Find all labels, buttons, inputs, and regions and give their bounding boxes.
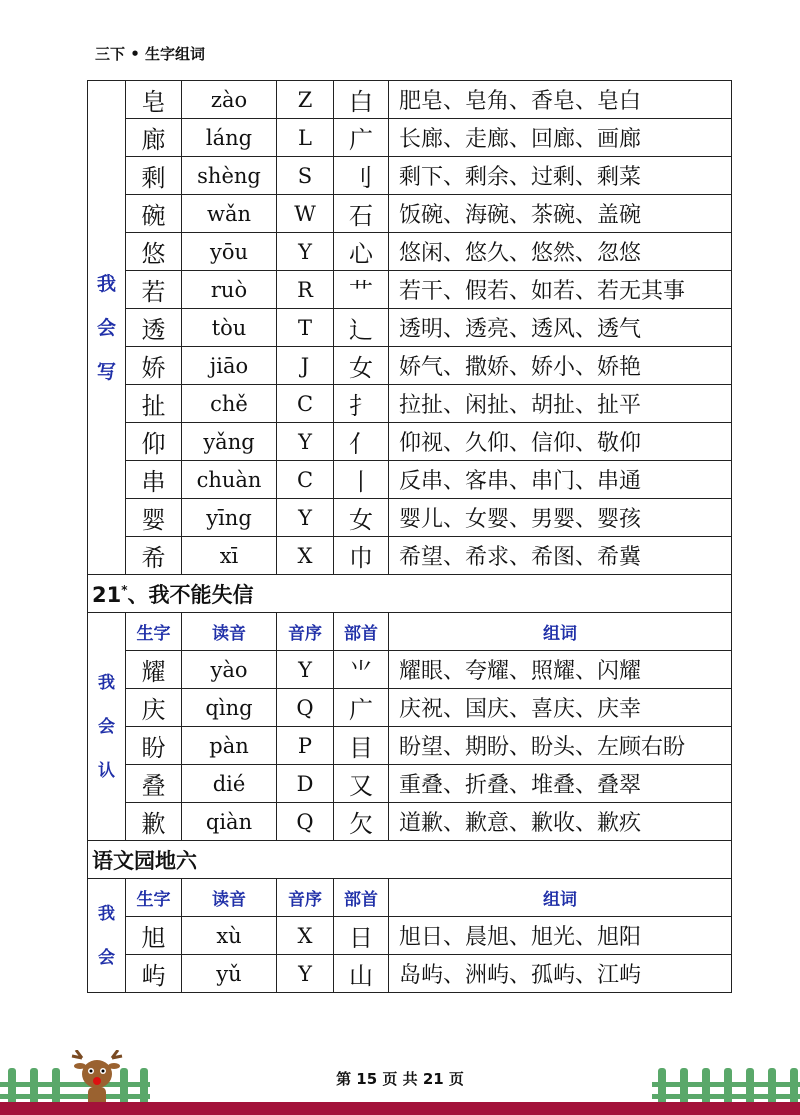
radical-cell: 女	[334, 347, 389, 385]
words-cell: 肥皂、皂角、香皂、皂白	[389, 81, 732, 119]
radical-cell: 广	[334, 119, 389, 157]
char-cell: 旭	[126, 917, 182, 955]
section-title-row	[88, 575, 732, 613]
pinyin-cell: yào	[182, 651, 277, 689]
vocab-table-container	[87, 80, 731, 993]
table-row	[88, 461, 732, 499]
order-cell: R	[277, 271, 334, 309]
pinyin-cell: yǎng	[182, 423, 277, 461]
header-order: 音序	[277, 879, 334, 917]
order-cell: Y	[277, 499, 334, 537]
words-cell: 旭日、晨旭、旭光、旭阳	[389, 917, 732, 955]
words-cell: 耀眼、夸耀、照耀、闪耀	[389, 651, 732, 689]
char-cell: 扯	[126, 385, 182, 423]
table-row	[88, 271, 732, 309]
radical-cell: 日	[334, 917, 389, 955]
table-row	[88, 651, 732, 689]
table-row	[88, 803, 732, 841]
words-cell: 岛屿、洲屿、孤屿、江屿	[389, 955, 732, 993]
order-cell: Y	[277, 423, 334, 461]
table-row	[88, 233, 732, 271]
section-title-row	[88, 841, 732, 879]
words-cell: 道歉、歉意、歉收、歉疚	[389, 803, 732, 841]
words-cell: 悠闲、悠久、悠然、忽悠	[389, 233, 732, 271]
pinyin-cell: dié	[182, 765, 277, 803]
words-cell: 透明、透亮、透风、透气	[389, 309, 732, 347]
table-row	[88, 499, 732, 537]
table-row	[88, 765, 732, 803]
bottom-bar	[0, 1102, 800, 1115]
char-cell: 若	[126, 271, 182, 309]
radical-cell: 亻	[334, 423, 389, 461]
table-row	[88, 955, 732, 993]
header-words: 组词	[389, 879, 732, 917]
char-cell: 串	[126, 461, 182, 499]
header-order: 音序	[277, 613, 334, 651]
table-header-row	[88, 879, 732, 917]
char-cell: 婴	[126, 499, 182, 537]
pinyin-cell: láng	[182, 119, 277, 157]
radical-cell: 又	[334, 765, 389, 803]
section-title-lesson21: 21*、我不能失信	[88, 575, 732, 613]
table-row	[88, 423, 732, 461]
order-cell: Q	[277, 803, 334, 841]
header-words: 组词	[389, 613, 732, 651]
table-row	[88, 385, 732, 423]
side-label-write: 我 会 写	[88, 81, 126, 575]
header-char: 生字	[126, 879, 182, 917]
char-cell: 希	[126, 537, 182, 575]
words-cell: 仰视、久仰、信仰、敬仰	[389, 423, 732, 461]
pinyin-cell: pàn	[182, 727, 277, 765]
table-row	[88, 309, 732, 347]
char-cell: 庆	[126, 689, 182, 727]
words-cell: 重叠、折叠、堆叠、叠翠	[389, 765, 732, 803]
char-cell: 剩	[126, 157, 182, 195]
order-cell: C	[277, 385, 334, 423]
table-row	[88, 119, 732, 157]
header-pinyin: 读音	[182, 613, 277, 651]
table-row	[88, 537, 732, 575]
radical-cell: 刂	[334, 157, 389, 195]
pinyin-cell: xī	[182, 537, 277, 575]
char-cell: 耀	[126, 651, 182, 689]
radical-cell: 广	[334, 689, 389, 727]
radical-cell: 辶	[334, 309, 389, 347]
words-cell: 饭碗、海碗、茶碗、盖碗	[389, 195, 732, 233]
order-cell: X	[277, 537, 334, 575]
char-cell: 碗	[126, 195, 182, 233]
table-row	[88, 347, 732, 385]
char-cell: 透	[126, 309, 182, 347]
order-cell: W	[277, 195, 334, 233]
order-cell: X	[277, 917, 334, 955]
pinyin-cell: yōu	[182, 233, 277, 271]
radical-cell: 白	[334, 81, 389, 119]
table-row	[88, 157, 732, 195]
words-cell: 盼望、期盼、盼头、左顾右盼	[389, 727, 732, 765]
words-cell: 娇气、撒娇、娇小、娇艳	[389, 347, 732, 385]
pinyin-cell: xù	[182, 917, 277, 955]
table-row	[88, 917, 732, 955]
vocab-table	[87, 80, 732, 993]
pinyin-cell: wǎn	[182, 195, 277, 233]
radical-cell: 巾	[334, 537, 389, 575]
table-row	[88, 689, 732, 727]
words-cell: 若干、假若、如若、若无其事	[389, 271, 732, 309]
order-cell: P	[277, 727, 334, 765]
radical-cell: 扌	[334, 385, 389, 423]
char-cell: 叠	[126, 765, 182, 803]
words-cell: 庆祝、国庆、喜庆、庆幸	[389, 689, 732, 727]
order-cell: Q	[277, 689, 334, 727]
page-footer: 第 15 页 共 21 页	[336, 1070, 464, 1088]
radical-cell: 山	[334, 955, 389, 993]
pinyin-cell: yīng	[182, 499, 277, 537]
words-cell: 拉扯、闲扯、胡扯、扯平	[389, 385, 732, 423]
words-cell: 希望、希求、希图、希冀	[389, 537, 732, 575]
pinyin-cell: shèng	[182, 157, 277, 195]
order-cell: S	[277, 157, 334, 195]
radical-cell: 石	[334, 195, 389, 233]
words-cell: 婴儿、女婴、男婴、婴孩	[389, 499, 732, 537]
pinyin-cell: yǔ	[182, 955, 277, 993]
pinyin-cell: tòu	[182, 309, 277, 347]
section-title-garden6: 语文园地六	[88, 841, 732, 879]
char-cell: 悠	[126, 233, 182, 271]
header-radical: 部首	[334, 879, 389, 917]
table-row	[88, 195, 732, 233]
char-cell: 娇	[126, 347, 182, 385]
char-cell: 廊	[126, 119, 182, 157]
radical-cell: 丨	[334, 461, 389, 499]
char-cell: 屿	[126, 955, 182, 993]
char-cell: 仰	[126, 423, 182, 461]
order-cell: C	[277, 461, 334, 499]
order-cell: J	[277, 347, 334, 385]
char-cell: 盼	[126, 727, 182, 765]
order-cell: Y	[277, 955, 334, 993]
pinyin-cell: chě	[182, 385, 277, 423]
order-cell: Z	[277, 81, 334, 119]
radical-cell: 艹	[334, 271, 389, 309]
header-char: 生字	[126, 613, 182, 651]
pinyin-cell: chuàn	[182, 461, 277, 499]
char-cell: 歉	[126, 803, 182, 841]
pinyin-cell: zào	[182, 81, 277, 119]
radical-cell: ⺌	[334, 651, 389, 689]
table-header-row	[88, 613, 732, 651]
order-cell: Y	[277, 651, 334, 689]
words-cell: 剩下、剩余、过剩、剩菜	[389, 157, 732, 195]
table-row	[88, 727, 732, 765]
order-cell: T	[277, 309, 334, 347]
radical-cell: 女	[334, 499, 389, 537]
pinyin-cell: qìng	[182, 689, 277, 727]
radical-cell: 目	[334, 727, 389, 765]
header-pinyin: 读音	[182, 879, 277, 917]
page-header: 三下 • 生字组词	[95, 45, 206, 63]
order-cell: L	[277, 119, 334, 157]
order-cell: Y	[277, 233, 334, 271]
side-label-recognize: 我 会 认	[88, 613, 126, 841]
header-radical: 部首	[334, 613, 389, 651]
words-cell: 长廊、走廊、回廊、画廊	[389, 119, 732, 157]
side-label-section3: 我 会	[88, 879, 126, 993]
radical-cell: 欠	[334, 803, 389, 841]
order-cell: D	[277, 765, 334, 803]
pinyin-cell: ruò	[182, 271, 277, 309]
table-row	[88, 81, 732, 119]
words-cell: 反串、客串、串门、串通	[389, 461, 732, 499]
pinyin-cell: qiàn	[182, 803, 277, 841]
char-cell: 皂	[126, 81, 182, 119]
pinyin-cell: jiāo	[182, 347, 277, 385]
radical-cell: 心	[334, 233, 389, 271]
